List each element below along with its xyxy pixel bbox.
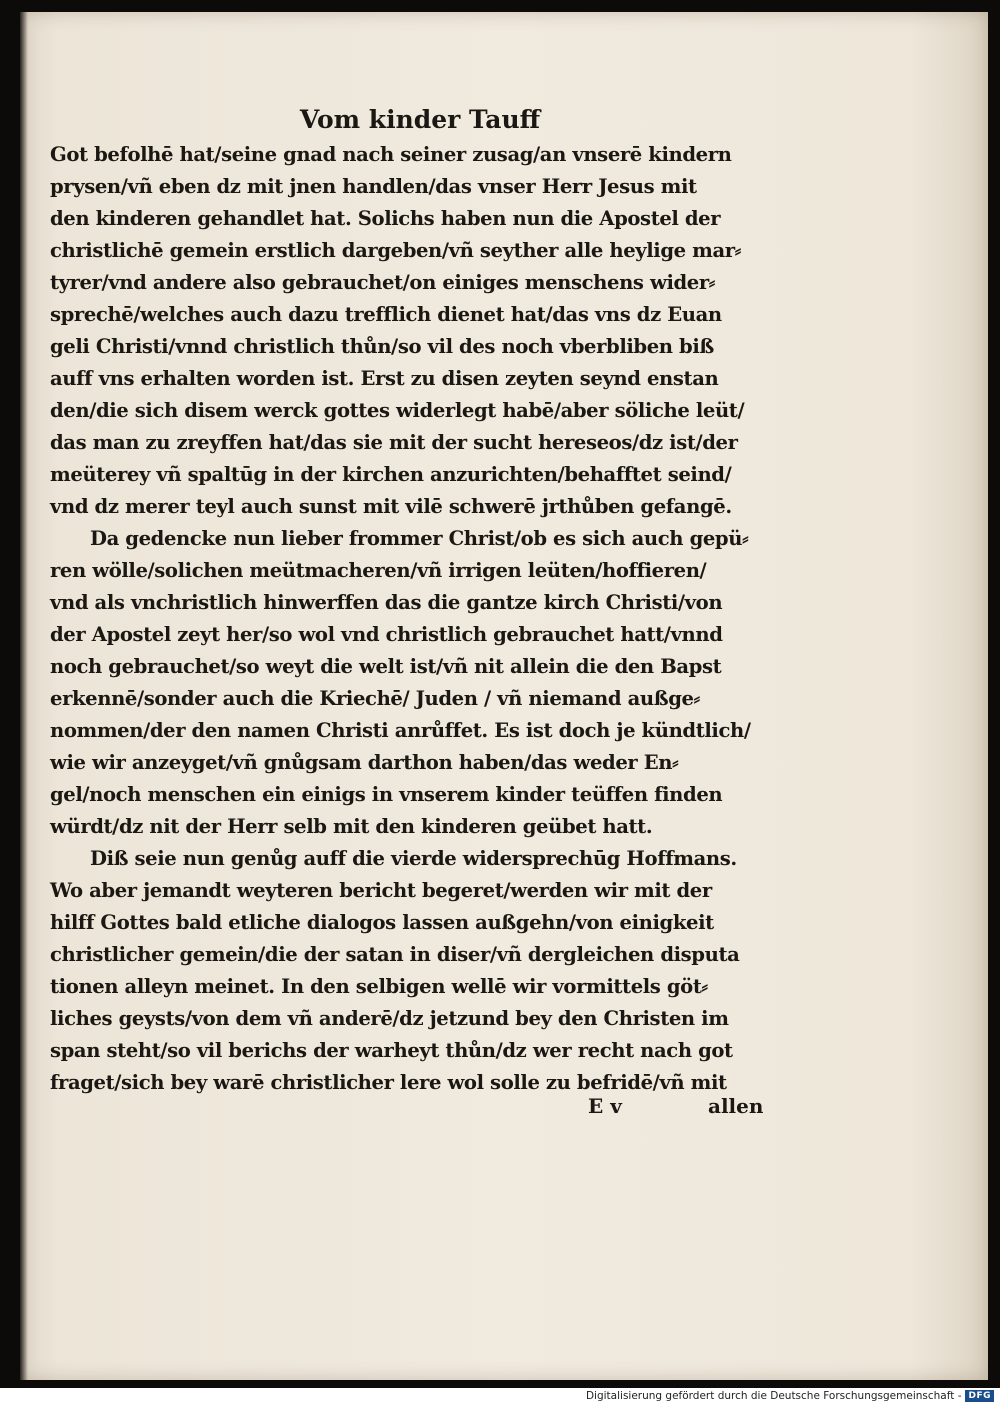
catchword: allen [708, 1094, 764, 1118]
text-line: christlichē gemein erstlich dargeben/vñ seyther alle heylige mar⸗ [50, 239, 741, 262]
text-line: erkennē/sonder auch die Kriechē/ Juden / vñ niemand außge⸗ [50, 687, 700, 710]
footer-credit [586, 1390, 994, 1402]
text-line: gel/noch menschen ein einigs in vnserem kinder teüffen finden [50, 783, 723, 806]
text-line: vnd dz merer teyl auch sunst mit vilē schwerē jrthůben gefangē. [50, 495, 732, 518]
text-line: auff vns erhalten worden ist. Erst zu disen zeyten seynd enstan [50, 367, 719, 390]
text-line: vnd als vnchristlich hinwerffen das die gantze kirch Christi/von [50, 591, 723, 614]
text-line: sprechē/welches auch dazu trefflich dienet hat/das vns dz Euan [50, 303, 722, 326]
text-line: Diß seie nun genůg auff die vierde widersprechūg Hoffmans. [90, 847, 737, 870]
text-line: tionen alleyn meinet. In den selbigen wellē wir vormittels göt⸗ [50, 975, 708, 998]
text-line: geli Christi/vnnd christlich thůn/so vil des noch vberbliben biß [50, 335, 714, 358]
page-gutter-shadow [20, 12, 28, 1380]
text-line: das man zu zreyffen hat/das sie mit der sucht hereseos/dz ist/der [50, 431, 738, 454]
text-line: tyrer/vnd andere also gebrauchet/on einiges menschens wider⸗ [50, 271, 715, 294]
text-lines [50, 139, 770, 1099]
text-line: wie wir anzeyget/vñ gnůgsam darthon haben/das weder En⸗ [50, 751, 679, 774]
text-line: Da gedencke nun lieber frommer Christ/ob es sich auch gepü⸗ [90, 527, 749, 550]
text-line: fraget/sich bey warē christlicher lere wol solle zu befridē/vñ mit [50, 1071, 727, 1094]
text-line: würdt/dz nit der Herr selb mit den kinderen geübet hatt. [50, 815, 653, 838]
text-line: hilff Gottes bald etliche dialogos lassen außgehn/von einigkeit [50, 911, 714, 934]
text-line: liches geysts/von dem vñ anderē/dz jetzund bey den Christen im [50, 1007, 729, 1030]
signature-mark: E v [588, 1094, 622, 1118]
text-line: Got befolhē hat/seine gnad nach seiner zusag/an vnserē kindern [50, 143, 732, 166]
page-text [50, 105, 770, 1099]
text-line: noch gebrauchet/so weyt die welt ist/vñ nit allein die den Bapst [50, 655, 722, 678]
running-header: Vom kinder Tauff [299, 105, 541, 134]
text-line: meüterey vñ spaltūg in der kirchen anzurichten/behafftet seind/ [50, 463, 732, 486]
text-line: der Apostel zeyt her/so wol vnd christlich gebrauchet hatt/vnnd [50, 623, 723, 646]
dfg-logo-icon: DFG [965, 1390, 994, 1402]
text-line: den/die sich disem werck gottes widerlegt habē/aber söliche leüt/ [50, 399, 745, 422]
text-line: prysen/vñ eben dz mit jnen handlen/das vnser Herr Jesus mit [50, 175, 697, 198]
text-line: den kinderen gehandlet hat. Solichs haben nun die Apostel der [50, 207, 721, 230]
text-line: nommen/der den namen Christi anrůffet. Es ist doch je kündtlich/ [50, 719, 751, 742]
text-line: span steht/so vil berichs der warheyt thůn/dz wer recht nach got [50, 1039, 733, 1062]
text-line: Wo aber jemandt weyteren bericht begeret/werden wir mit der [50, 879, 712, 902]
text-line: christlicher gemein/die der satan in diser/vñ dergleichen disputa [50, 943, 740, 966]
text-line: ren wölle/solichen meütmacheren/vñ irrigen leüten/hoffieren/ [50, 559, 707, 582]
footer-text: Digitalisierung gefördert durch die Deutsche Forschungsgemeinschaft - [585, 1390, 962, 1402]
